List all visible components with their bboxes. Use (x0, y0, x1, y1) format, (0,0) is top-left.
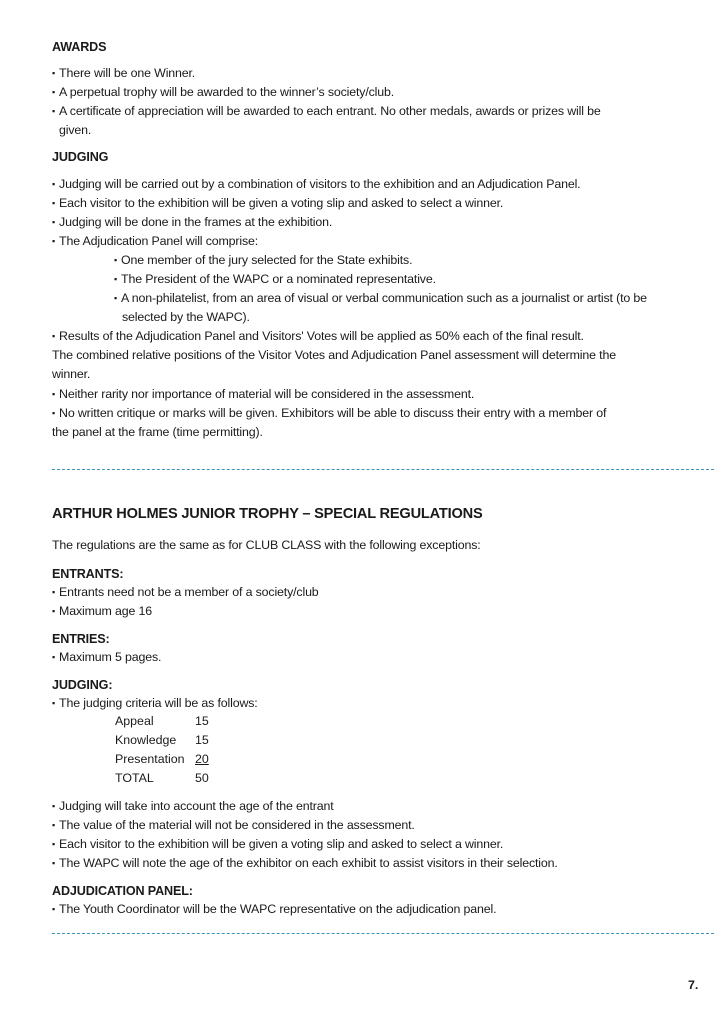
junior-judging-item: ▪ Each visitor to the exhibition will be given a voting slip and asked to select a winner. (52, 837, 503, 853)
criteria-value: 50 (195, 771, 209, 785)
judging-critique-item: ▪ No written critique or marks will be given. Exhibitors will be able to discuss their entry with a member of (52, 406, 606, 422)
criteria-label: TOTAL (115, 771, 154, 785)
criteria-row (115, 712, 225, 731)
junior-trophy-title: ARTHUR HOLMES JUNIOR TROPHY – SPECIAL REGULATIONS (52, 506, 483, 522)
junior-judging-item: ▪ Judging will take into account the age of the entrant (52, 799, 334, 815)
judging-criteria-table (115, 712, 225, 788)
junior-intro: The regulations are the same as for CLUB CLASS with the following exceptions: (52, 538, 481, 552)
awards-item: ▪ A perpetual trophy will be awarded to the winner’s society/club. (52, 85, 394, 101)
judging-heading: JUDGING (52, 150, 109, 164)
judging-combined-text: The combined relative positions of the Visitor Votes and Adjudication Panel assessment will determine the (52, 348, 616, 362)
awards-item: ▪ There will be one Winner. (52, 66, 195, 82)
panel-member-item: ▪ A non-philatelist, from an area of visual or verbal communication such as a journalist or artist (to be (114, 291, 647, 307)
adjudication-panel-heading: ADJUDICATION PANEL: (52, 884, 193, 898)
page-number: 7. (688, 978, 699, 992)
criteria-value: 15 (195, 714, 209, 728)
judging-rarity-item: ▪ Neither rarity nor importance of material will be considered in the assessment. (52, 387, 474, 403)
junior-judging-heading: JUDGING: (52, 678, 113, 692)
panel-member-continuation: selected by the WAPC). (122, 310, 250, 324)
criteria-intro: ▪ The judging criteria will be as follows: (52, 696, 258, 712)
criteria-label: Appeal (115, 714, 154, 728)
adjudication-panel-item: ▪ The Youth Coordinator will be the WAPC representative on the adjudication panel. (52, 902, 496, 918)
entries-heading: ENTRIES: (52, 632, 110, 646)
criteria-row (115, 731, 225, 750)
panel-member-item: ▪ One member of the jury selected for the State exhibits. (114, 253, 412, 269)
junior-judging-item: ▪ The WAPC will note the age of the exhibitor on each exhibit to assist visitors in their selection. (52, 856, 558, 872)
panel-member-item: ▪ The President of the WAPC or a nominated representative. (114, 272, 436, 288)
awards-item-continuation: given. (59, 123, 92, 137)
criteria-label: Presentation (115, 752, 185, 766)
judging-critique-continuation: the panel at the frame (time permitting). (52, 425, 263, 439)
entrants-item: ▪ Maximum age 16 (52, 604, 152, 620)
junior-judging-item: ▪ The value of the material will not be considered in the assessment. (52, 818, 415, 834)
awards-item: ▪ A certificate of appreciation will be awarded to each entrant. No other medals, awards or prizes will be (52, 104, 601, 120)
entrants-heading: ENTRANTS: (52, 567, 124, 581)
criteria-value: 15 (195, 733, 209, 747)
entrants-item: ▪ Entrants need not be a member of a society/club (52, 585, 319, 601)
judging-item: ▪ Judging will be done in the frames at the exhibition. (52, 215, 332, 231)
criteria-label: Knowledge (115, 733, 177, 747)
entries-item: ▪ Maximum 5 pages. (52, 650, 161, 666)
judging-combined-text-continuation: winner. (52, 367, 91, 381)
criteria-row (115, 750, 225, 769)
section-divider (52, 469, 714, 470)
judging-item: ▪ The Adjudication Panel will comprise: (52, 234, 258, 250)
judging-item: ▪ Judging will be carried out by a combination of visitors to the exhibition and an Adjudication Panel. (52, 177, 580, 193)
criteria-row-total (115, 769, 225, 788)
judging-results-item: ▪ Results of the Adjudication Panel and Visitors' Votes will be applied as 50% each of the final result. (52, 329, 584, 345)
judging-item: ▪ Each visitor to the exhibition will be given a voting slip and asked to select a winner. (52, 196, 503, 212)
criteria-value: 20 (195, 752, 209, 766)
section-divider (52, 933, 714, 934)
awards-heading: AWARDS (52, 40, 107, 54)
